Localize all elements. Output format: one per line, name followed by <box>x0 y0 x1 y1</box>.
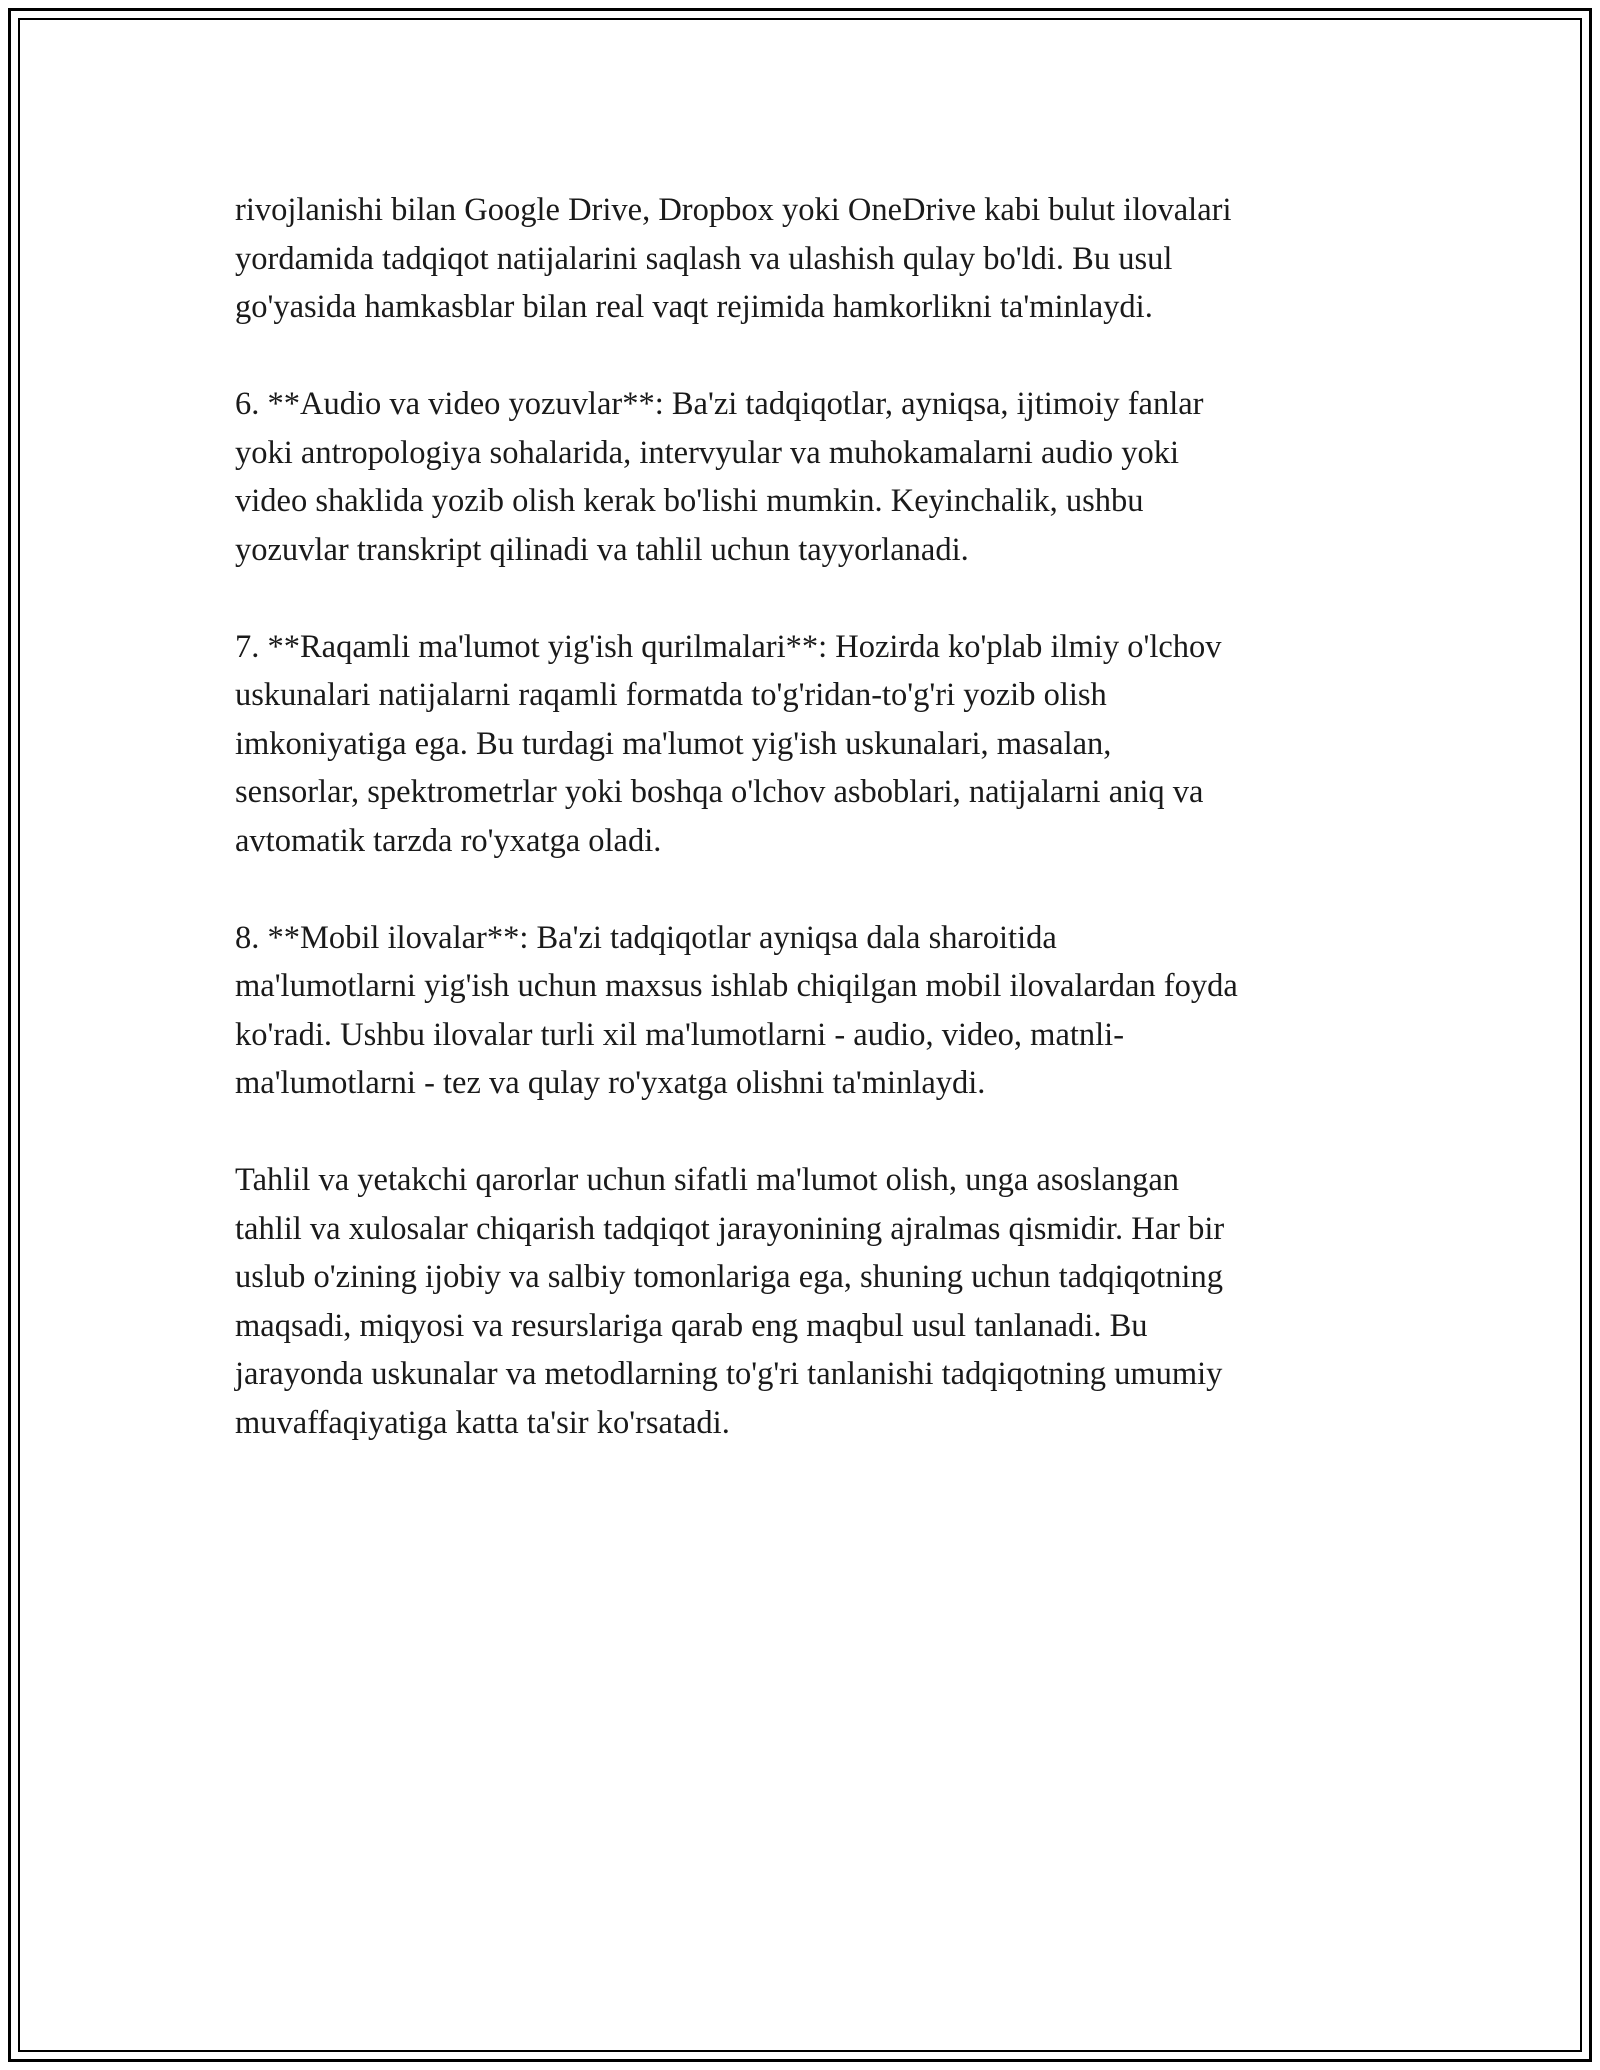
paragraph-cloud-storage: rivojlanishi bilan Google Drive, Dropbox yoki OneDrive kabi bulut ilovalari yordamida tadqiqot natijalarini saqlash va ulashish qulay bo'ldi. Bu usul go'yasida hamkasblar bilan real vaqt rejimida hamkorlikni ta'minlaydi. <box>235 192 1232 325</box>
paragraph-mobile-apps: 8. **Mobil ilovalar**: Ba'zi tadqiqotlar ayniqsa dala sharoitida ma'lumotlarni yig'ish uchun maxsus ishlab chiqilgan mobil ilovalardan foyda ko'radi. Ushbu ilovalar turli xil ma'lumotlarni - audio, video, matnli- ma'lumotlarni - tez va qulay ro'yxatga olishni ta'minlaydi. <box>235 919 1238 1101</box>
paragraph-audio-video: 6. **Audio va video yozuvlar**: Ba'zi tadqiqotlar, ayniqsa, ijtimoiy fanlar yoki antropologiya sohalarida, intervyular va muhokamalarni audio yoki video shaklida yozib olish kerak bo'lishi mumkin. Keyinchalik, ushbu yozuvlar transkript qilinadi va tahlil uchun tayyorlanadi. <box>235 386 1204 568</box>
document-body <box>235 186 1380 1447</box>
paragraph-digital-devices: 7. **Raqamli ma'lumot yig'ish qurilmalari**: Hozirda ko'plab ilmiy o'lchov uskunalari natijalarni raqamli formatda to'g'ridan-to'g'ri yozib olish imkoniyatiga ega. Bu turdagi ma'lumot yig'ish uskunalari, masalan, sensorlar, spektrometrlar yoki boshqa o'lchov asboblari, natijalarni aniq va avtomatik tarzda ro'yxatga oladi. <box>235 628 1222 859</box>
paragraph-conclusion: Tahlil va yetakchi qarorlar uchun sifatli ma'lumot olish, unga asoslangan tahlil va xulosalar chiqarish tadqiqot jarayonining ajralmas qismidir. Har bir uslub o'zining ijobiy va salbiy tomonlariga ega, shuning uchun tadqiqotning maqsadi, miqyosi va resurslariga qarab eng maqbul usul tanlanadi. Bu jarayonda uskunalar va metodlarning to'g'ri tanlanishi tadqiqotning umumiy muvaffaqiyatiga katta ta'sir ko'rsatadi. <box>235 1162 1225 1441</box>
